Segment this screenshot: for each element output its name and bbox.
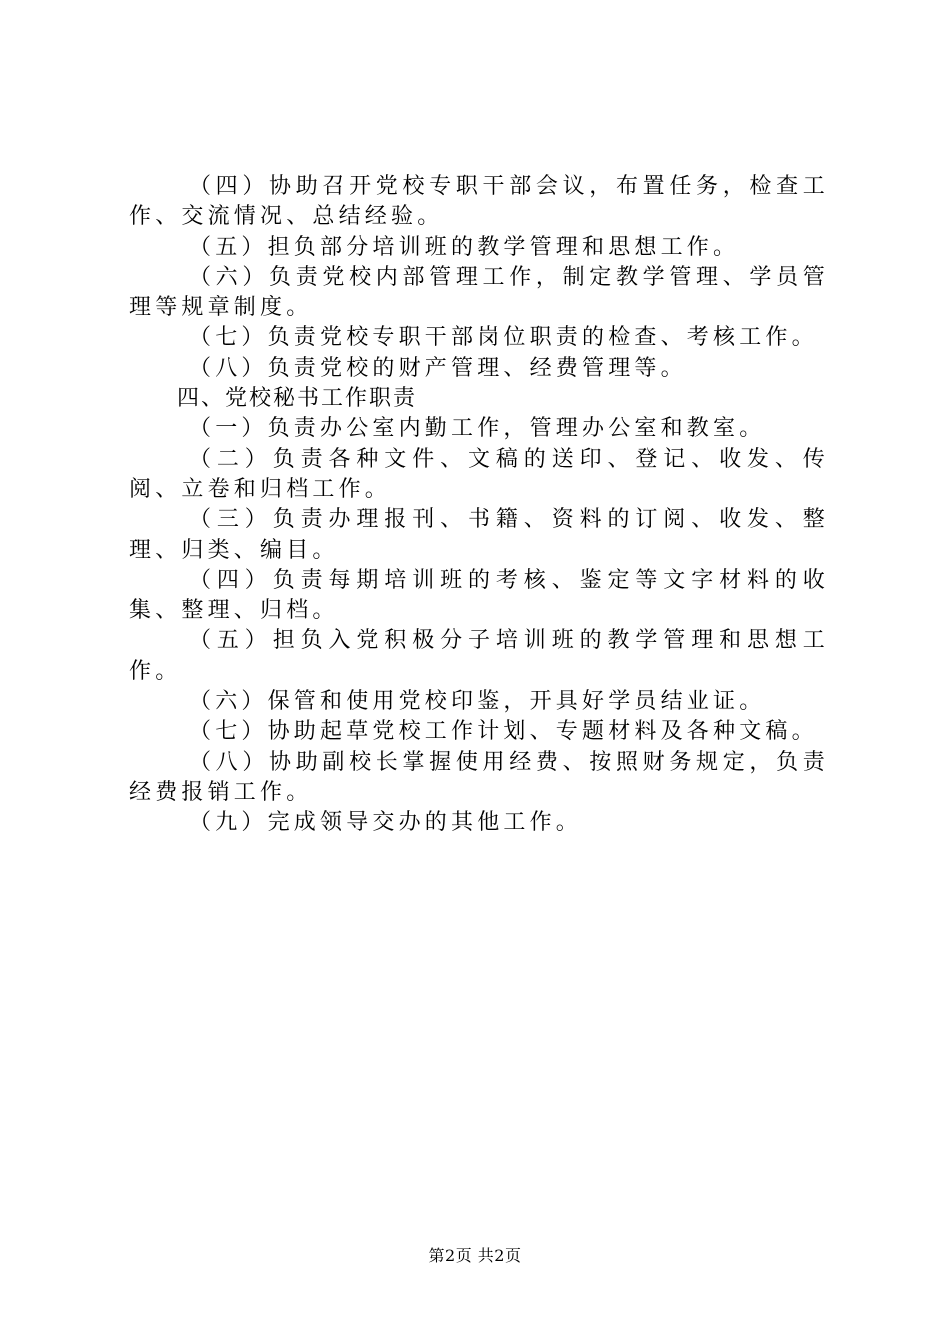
document-body [129, 172, 829, 839]
paragraph-internal-management: （六）负责党校内部管理工作，制定教学管理、学员管理等规章制度。 [129, 264, 829, 321]
section-heading-secretary-duties: 四、党校秘书工作职责 [177, 386, 418, 412]
paragraph-assist-meetings: （四）协助召开党校专职干部会议，布置任务，检查工作、交流情况、总结经验。 [129, 174, 829, 230]
paragraph-document-handling: （二）负责各种文件、文稿的送印、登记、收发、传阅、立卷和归档工作。 [129, 446, 829, 502]
paragraph-office-duties: （一）负责办公室内勤工作，管理办公室和教室。 [189, 416, 766, 442]
paragraph-property-management: （八）负责党校的财产管理、经费管理等。 [189, 355, 687, 381]
paragraph-training-class-management: （五）担负部分培训班的教学管理和思想工作。 [189, 234, 740, 260]
page-footer: 第2页 共2页 [428, 1246, 522, 1265]
paragraph-drafting: （七）协助起草党校工作计划、专题材料及各种文稿。 [189, 719, 818, 745]
paragraph-assessment-materials: （四）负责每期培训班的考核、鉴定等文字材料的收集、整理、归档。 [129, 567, 829, 624]
paragraph-seal-custody: （六）保管和使用党校印鉴，开具好学员结业证。 [189, 689, 766, 715]
paragraph-staff-inspection: （七）负责党校专职干部岗位职责的检查、考核工作。 [189, 325, 818, 351]
paragraph-expenses: （八）协助副校长掌握使用经费、按照财务规定，负责经费报销工作。 [129, 749, 829, 805]
paragraph-activist-training: （五）担负入党积极分子培训班的教学管理和思想工作。 [129, 628, 829, 684]
paragraph-other-tasks: （九）完成领导交办的其他工作。 [189, 810, 583, 836]
paragraph-periodicals: （三）负责办理报刊、书籍、资料的订阅、收发、整理、归类、编目。 [129, 507, 829, 563]
